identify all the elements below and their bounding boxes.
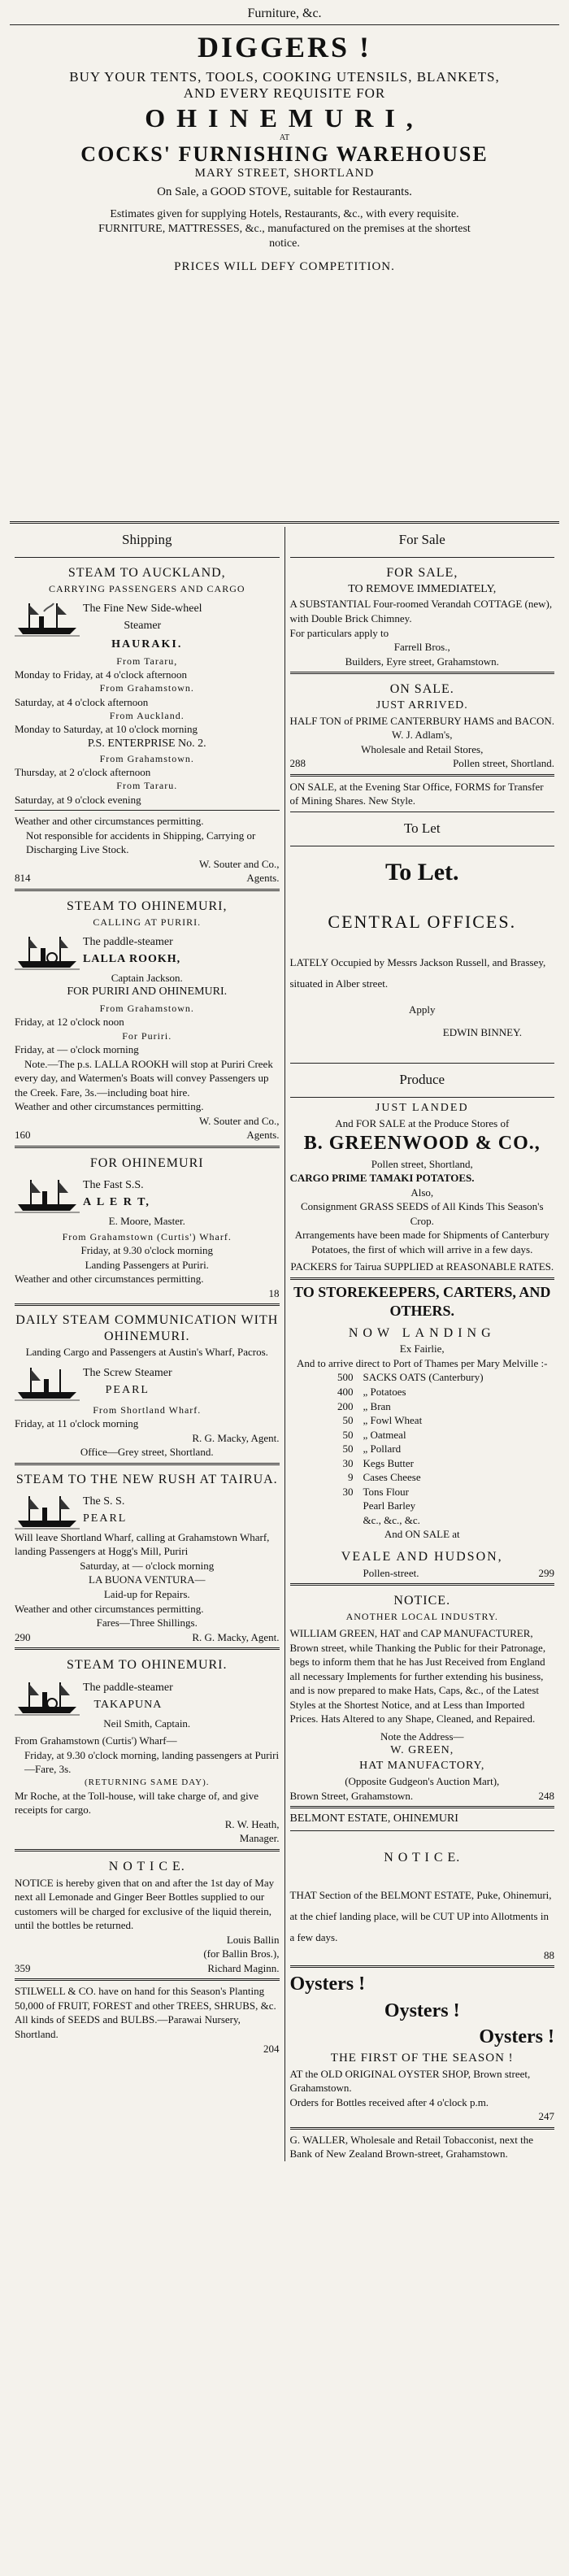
signature: Richard Maginn. [207,1961,280,1974]
liability-note: Not responsible for accidents in Shipping, Carrying or Discharging Live Stock. [26,829,256,856]
schedule-line: Friday, at 9.30 o'clock morning, landing passengers at Puriri—Fare, 3s. [24,1748,280,1776]
ship-name: LALLA ROOKH, [83,952,181,965]
tolet-title: To Let. [384,858,459,886]
advert-stilwell [15,1984,280,2056]
advert-body: STILWELL & CO. have on hand for this Season's Planting 50,000 of FRUIT, FOREST and other TREES, SHRUBS, &c. All kinds of SEEDS and BULBS.—Parawai Nursery, Shortland. [15,1985,276,2041]
goods-name: SACKS OATS (Canterbury) [363,1371,484,1384]
ship-name: A L E R T, [83,1196,150,1209]
ship-name: PEARL [105,1383,150,1396]
schedule-line: Thursday, at 2 o'clock afternoon [15,765,151,778]
arrangement-note: Arrangements have been made for Shipments of Canterbury Potatoes, the first of which will arrive in a few days. [294,1229,549,1255]
goods-quantity: 50 [342,1428,354,1441]
steamship-icon [15,1364,80,1402]
advert-waller [290,2133,555,2161]
at-label: AT [279,133,290,142]
furniture-advert [10,30,559,518]
classifieds-column [285,527,560,2161]
ship-description: The paddle-steamer [83,1681,173,1694]
schedule-line: Landing Passengers at Puriri. [85,1258,209,1271]
divider [15,557,280,558]
return-note: (RETURNING SAME DAY). [84,1777,210,1787]
agent-label: Agents. [246,1129,280,1142]
schedule-line: Friday, at 11 o'clock morning [15,1417,139,1430]
arrival-line: And to arrive direct to Port of Thames per Mary Melville :- [297,1356,548,1369]
oysters-line: Oysters ! [479,2026,554,2048]
estimates-line3: notice. [269,237,300,250]
advert-body: Will leave Shortland Wharf, calling at Grahamstown Wharf, landing Passengers at Hogg's Mill, Puriri [15,1530,270,1558]
cargo-note: Mr Roche, at the Toll-house, will take charge of, and give receipts for cargo. [15,1789,259,1817]
steamship-icon [15,1177,80,1214]
goods-name: Cases Cheese [363,1471,421,1484]
goods-item [323,1442,555,1456]
goods-name: &c., &c., &c. [363,1513,420,1526]
advert-body: AT the OLD ORIGINAL OYSTER SHOP, Brown street, Grahamstown. [289,2067,531,2095]
tolet-heading: To Let [403,820,441,836]
captain-name: Neil Smith, Captain. [103,1717,191,1730]
advert-alert [15,1155,280,1301]
agent-name: R. G. Macky, Agent. [192,1630,280,1643]
schedule-line: Monday to Saturday, at 10 o'clock morning [15,723,198,736]
advert-forms [290,780,555,808]
advert-body: WILLIAM GREEN, HAT and CAP MANUFACTURER, Brown street, while Thanking the Public for their Patronage, begs to inform them that he has Just Received from England all necessary Implements for further extending his business, and is now prepared to make Hats, Caps, &c., of the Latest Styles at the Shortest Notice, and at Less than Imported Prices. Hats Altered to any Shape, Cleaned, and Repaired. [289,1626,546,1725]
repair-note: Laid-up for Repairs. [103,1587,190,1600]
goods-item [323,1428,555,1442]
divider [15,1647,280,1650]
master-name: E. Moore, Master. [108,1215,185,1228]
divider [15,810,280,811]
weather-note: Weather and other circumstances permitting. [15,1273,204,1286]
apply-line: For particulars apply to [289,626,389,639]
divider [15,889,280,891]
advert-veale-hudson [290,1283,555,1580]
captain-name: Captain Jackson. [111,971,183,984]
route-label: From Tararu, [116,655,178,667]
goods-list [290,1370,555,1527]
route-label: From Grahamstown. [99,682,194,694]
divider [290,1063,555,1064]
forsale-heading: For Sale [398,532,445,547]
ship-description: The Fine New Side-wheel [83,602,202,615]
advert-pearl-tairua [15,1472,280,1644]
firm-name: VEALE AND HUDSON, [341,1550,503,1564]
route-label: From Grahamstown (Curtis') Wharf— [15,1734,177,1747]
divider [290,557,555,558]
produce-heading: Produce [399,1071,445,1087]
landing-title: NOW LANDING [348,1325,496,1340]
headline: DIGGERS ! [197,31,372,63]
divider [290,1277,555,1280]
goods-quantity: 30 [342,1485,354,1498]
agent-label: Agents. [246,872,280,885]
firm-address: Pollen-street. [363,1566,419,1579]
advert-lalla-rookh [15,898,280,1142]
firm-type: HAT MANUFACTORY, [359,1760,485,1773]
advert-body: A SUBSTANTIAL Four-roomed Verandah COTTAGE (new), with Double Brick Chimney. [289,598,553,624]
estimates-line2: FURNITURE, MATTRESSES, &c., manufactured on the premises at the shortest [98,223,471,236]
advert-title: DAILY STEAM COMMUNICATION WITH OHINEMURI. [15,1313,279,1344]
fares-note: Fares—Three Shillings. [96,1617,198,1630]
store-name: COCKS' FURNISHING WAREHOUSE [80,142,489,166]
advert-body: G. WALLER, Wholesale and Retail Tobacconist, next the Bank of New Zealand Brown-street, Grahamstown. [289,2133,533,2160]
goods-name: Pearl Barley [363,1499,416,1512]
two-column-layout [10,527,559,2161]
store-desc: Wholesale and Retail Stores, [361,742,484,755]
advert-note: Note.—The p.s. LALLA ROOKH will stop at Puriri Creek every day, and Watermen's Boats will convey Passengers up the Creek. Fare, 3s.—including boat hire. [15,1057,273,1099]
goods-name: „ Potatoes [363,1386,406,1399]
address-note: Note the Address— [380,1730,464,1743]
advert-takapuna [15,1656,280,1846]
schedule-line: Saturday, at — o'clock morning [80,1559,215,1572]
contact-name: EDWIN BINNEY. [442,1025,522,1038]
goods-quantity [323,1513,363,1528]
divider [290,1097,555,1098]
divider [15,1849,280,1852]
goods-quantity: 50 [342,1414,354,1427]
goods-name: Tons Flour [363,1485,410,1498]
goods-name: „ Bran [363,1399,391,1412]
advert-number: 88 [544,1948,554,1961]
divider [15,1303,280,1306]
advert-hams [290,681,555,771]
route-label: From Tararu. [116,780,178,792]
builder-address: Builders, Eyre street, Grahamstown. [345,655,499,668]
onsale-line: And ON SALE at [384,1528,460,1541]
goods-item [323,1499,555,1513]
goods-item [323,1413,555,1428]
advert-number: 248 [538,1789,554,1802]
schedule-line: Saturday, at 9 o'clock evening [15,793,141,806]
advert-subtitle: And FOR SALE at the Produce Stores of [335,1116,510,1129]
goods-quantity: 400 [337,1386,354,1399]
weather-note: Weather and other circumstances permitting. [15,1602,204,1615]
advert-cottage [290,564,555,668]
advert-subtitle: CARRYING PASSENGERS AND CARGO [48,582,245,594]
goods-quantity: 50 [342,1442,354,1456]
stove-notice: On Sale, a GOOD STOVE, suitable for Restaurants. [157,185,412,198]
advert-title: FOR OHINEMURI [89,1155,204,1170]
divider [290,1583,555,1586]
divider [15,1146,280,1148]
goods-quantity: 9 [348,1471,354,1484]
ship-description: The S. S. [83,1495,125,1508]
shipping-heading: Shipping [122,532,172,547]
schedule-line: Friday, at 12 o'clock noon [15,1016,124,1029]
divider [290,2127,555,2130]
agent-name: W. Souter and Co., [199,1114,280,1127]
advert-heading: BELMONT ESTATE, OHINEMURI [289,1812,458,1825]
advert-pearl-daily [15,1312,280,1459]
advert-title: JUST LANDED [375,1101,469,1114]
vessel-line: Ex Fairlie, [399,1342,445,1355]
route-label: From Grahamstown (Curtis') Wharf. [62,1231,232,1243]
goods-item [323,1470,555,1485]
signature: Louis Ballin [226,1933,280,1946]
manager-label: Manager. [239,1832,280,1845]
oysters-line: Oysters ! [289,1973,366,1995]
consign-line: Consignment GRASS SEEDS of All Kinds This Season's Crop. [300,1200,544,1227]
advert-william-green [290,1592,555,1803]
goods-name: Kegs Butter [363,1456,414,1469]
goods-item [323,1513,555,1528]
estimates-line1: Estimates given for supplying Hotels, Restaurants, &c., with every requisite. [110,208,459,220]
advert-title: ON SALE. [389,682,454,697]
advert-body: HALF TON of PRIME CANTERBURY HAMS and BACON. [289,714,555,727]
route-title: FOR PURIRI AND OHINEMURI. [67,986,228,999]
agent-name: R. G. Macky, Agent. [192,1431,280,1444]
advert-number: 288 [289,757,306,770]
advert-subtitle: CALLING AT PURIRI. [93,916,202,928]
steamship-icon [15,933,80,971]
firm-address: Pollen street, Shortland, [371,1157,473,1170]
advert-title: FOR SALE, [386,565,458,580]
advert-bottle-notice [15,1858,280,1975]
divider [10,24,559,25]
apply-line: Apply [409,1003,436,1016]
goods-item [323,1456,555,1471]
divider [10,521,559,524]
advert-line2: AND EVERY REQUISITE FOR [183,85,386,101]
shipping-column [10,527,284,2161]
divider [290,774,555,777]
advert-subtitle: Landing Cargo and Passengers at Austin's Wharf, Pacros. [25,1346,268,1359]
steamship-icon [15,1679,80,1717]
divider [15,1463,280,1465]
route-label: From Auckland. [109,710,185,722]
agent-name: R. W. Heath, [224,1817,280,1830]
advert-belmont [290,1812,555,1962]
advert-title: TO STOREKEEPERS, CARTERS, AND OTHERS. [293,1284,551,1320]
steamship-icon [15,1493,80,1530]
goods-item [323,1485,555,1499]
store-street: MARY STREET, SHORTLAND [194,167,375,180]
route-label: From Shortland Wharf. [93,1403,202,1416]
ship-description: The Screw Steamer [83,1366,172,1379]
advert-body: ON SALE, at the Evening Star Office, FORMS for Transfer of Mining Shares. New Style. [289,780,544,807]
oysters-line: Oysters ! [384,1999,460,2021]
goods-item [323,1370,555,1385]
advert-title: STEAM TO AUCKLAND, [67,565,226,580]
advert-line1: BUY YOUR TENTS, TOOLS, COOKING UTENSILS, BLANKETS, [69,69,500,85]
steamship-icon [15,600,80,637]
ship-name: PEARL [83,1512,128,1525]
divider [290,1806,555,1808]
divider [290,1830,555,1831]
advert-title: STEAM TO OHINEMURI. [66,1658,228,1673]
notice-body: NOTICE is hereby given that on and after the 1st day of May next all Lemonade and Ginger Beer Bottles supplied to our customers will be charged for exclusive of the liquid therein, until the bottles be returned. [15,1876,275,1932]
orders-line: Orders for Bottles received after 4 o'clock p.m. [289,2095,489,2108]
route-label: From Grahamstown. [99,752,194,764]
agent-name: W. Souter and Co., [199,857,280,870]
prices-line: PRICES WILL DEFY COMPETITION. [174,259,395,273]
advert-subtitle: ANOTHER LOCAL INDUSTRY. [345,1610,498,1622]
route-label: From Grahamstown. [99,1003,194,1015]
goods-name: „ Pollard [363,1442,402,1456]
ship-name: P.S. ENTERPRISE No. 2. [87,737,206,750]
firm-name: W. GREEN, [390,1744,454,1757]
offices-title: CENTRAL OFFICES. [328,912,517,933]
ship-name: HAURAKI. [111,637,183,651]
ship-name: LA BUONA VENTURA— [89,1573,206,1586]
schedule-line: Friday, at — o'clock morning [15,1043,139,1056]
firm-name: B. GREENWOOD & CO., [303,1133,541,1155]
advert-oysters [290,1971,555,2124]
packers-line: PACKERS for Tairua SUPPLIED at REASONABLE RATES. [290,1260,554,1273]
advert-central-offices [290,856,555,1060]
cargo-line: CARGO PRIME TAMAKI POTATOES. [289,1172,475,1185]
divider [290,1965,555,1968]
goods-quantity: 200 [337,1399,354,1412]
advert-number: 290 [15,1630,31,1643]
builder-name: Farrell Bros., [393,641,450,654]
schedule-line: Saturday, at 4 o'clock afternoon [15,695,149,708]
also-label: Also, [410,1186,434,1199]
firm-location: (Opposite Gudgeon's Auction Mart), [345,1775,500,1788]
advert-subtitle: TO REMOVE IMMEDIATELY, [348,582,497,595]
season-line: THE FIRST OF THE SEASON ! [330,2052,514,2065]
goods-quantity: 500 [337,1371,354,1384]
office-address: Office—Grey street, Shortland. [80,1446,214,1459]
advert-greenwood [290,1101,555,1274]
advert-number: 299 [538,1566,554,1579]
advert-hauraki [15,564,280,886]
goods-quantity [323,1499,363,1513]
advert-number: 359 [15,1961,31,1974]
advert-number: 247 [538,2110,554,2123]
firm-address: Brown Street, Grahamstown. [289,1789,414,1802]
advert-title: STEAM TO OHINEMURI, [66,899,228,913]
goods-name: „ Fowl Wheat [363,1414,423,1427]
advert-title: STEAM TO THE NEW RUSH AT TAIRUA. [15,1472,278,1486]
advert-title: N O T I C E. [384,1851,461,1865]
divider [290,672,555,674]
weather-note: Weather and other circumstances permitting. [15,1100,204,1113]
advert-subtitle: JUST ARRIVED. [376,698,468,711]
ship-type: Steamer [124,619,162,632]
advert-number: 814 [15,872,31,885]
goods-quantity: 30 [342,1456,354,1469]
ship-name: TAKAPUNA [93,1698,163,1711]
advert-number: 18 [268,1286,280,1299]
goods-item [323,1399,555,1414]
advert-body: LATELY Occupied by Messrs Jackson Russell, and Brassey, situated in Alber street. [289,956,546,990]
goods-item [323,1385,555,1399]
route-label: For Puriri. [122,1029,172,1042]
advert-number: 204 [263,2042,280,2055]
ship-description: The Fast S.S. [83,1179,144,1192]
schedule-line: Friday, at 9.30 o'clock morning [80,1244,214,1257]
advert-title: N O T I C E. [108,1859,185,1873]
place-name: OHINEMURI, [145,103,424,133]
signature: (for Ballin Bros.), [203,1947,280,1960]
advert-body: THAT Section of the BELMONT ESTATE, Puke, Ohinemuri, at the chief landing place, will be CUT UP into Allotments in a few days. [289,1888,552,1943]
ship-description: The paddle-steamer [83,935,173,948]
store-name: W. J. Adlam's, [392,729,453,742]
advert-title: NOTICE. [393,1594,451,1608]
advert-number: 160 [15,1129,31,1142]
divider [15,1978,280,1981]
category-heading: Furniture, &c. [247,7,322,20]
store-address: Pollen street, Shortland. [453,757,554,770]
weather-note: Weather and other circumstances permitting. [15,815,204,828]
goods-name: „ Oatmeal [363,1428,406,1441]
schedule-line: Monday to Friday, at 4 o'clock afternoon [15,668,187,681]
